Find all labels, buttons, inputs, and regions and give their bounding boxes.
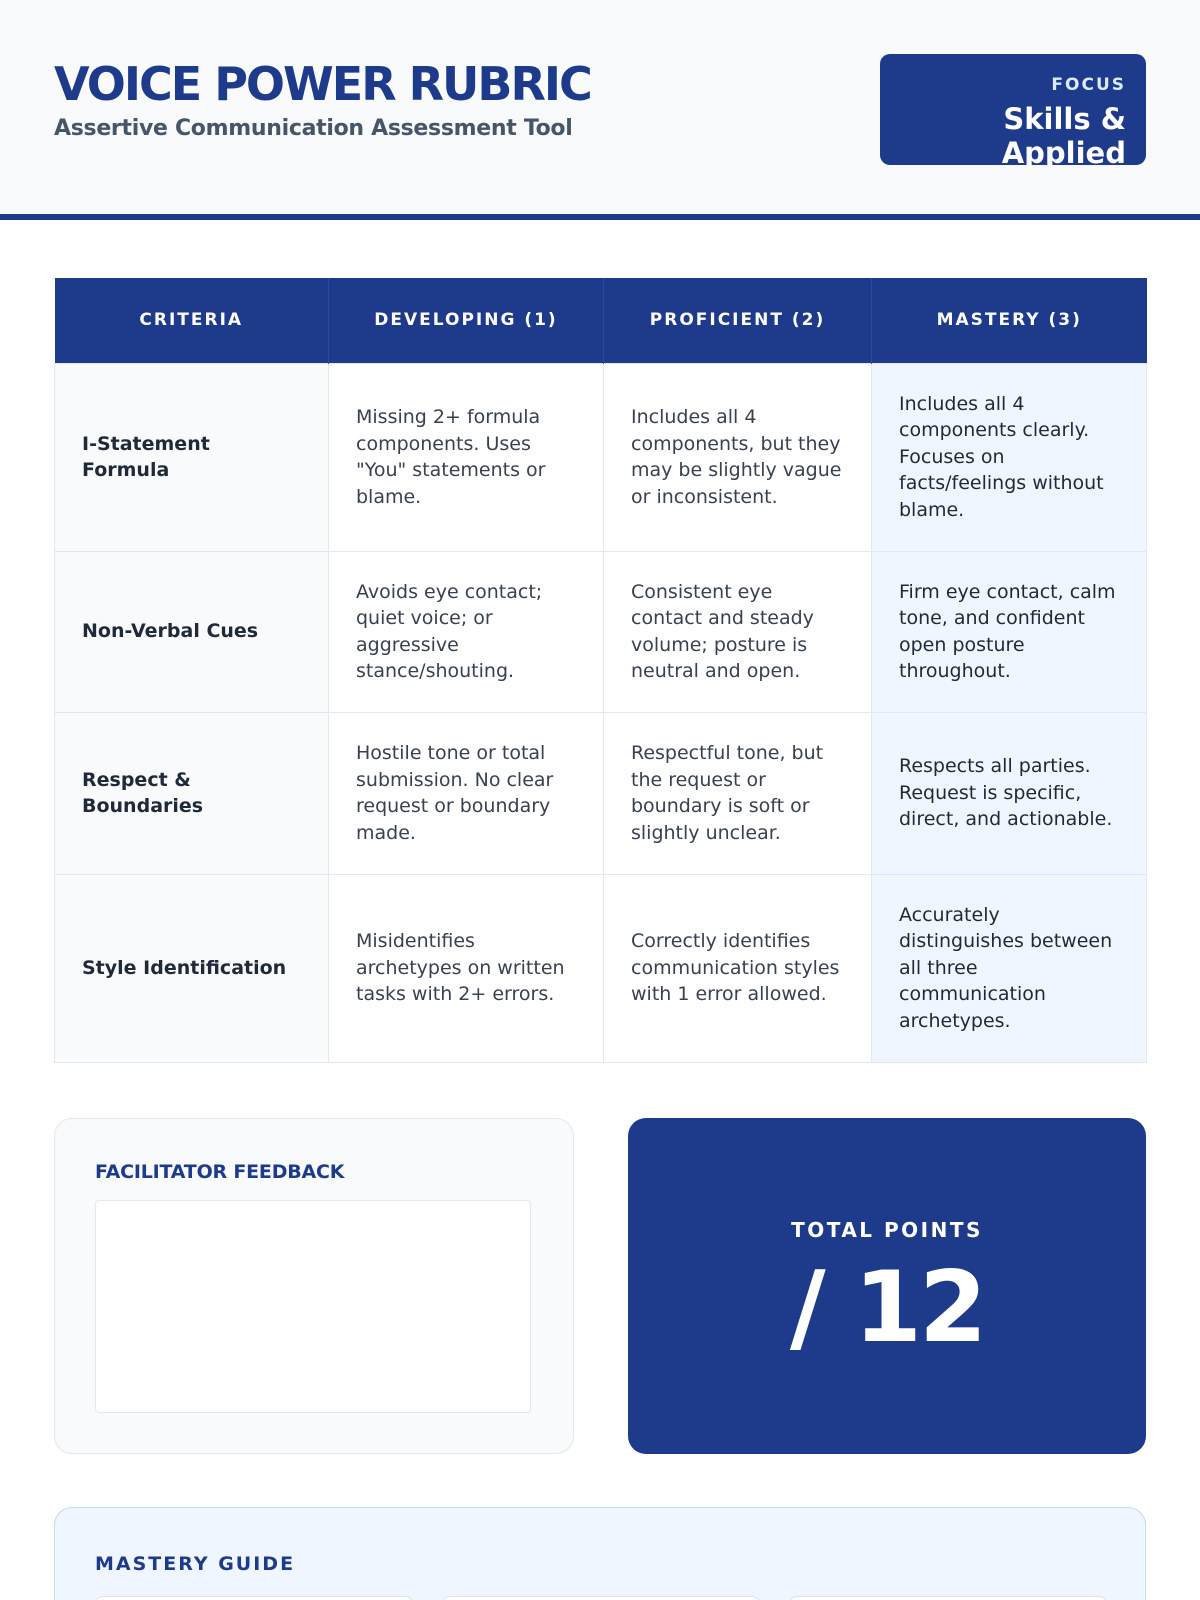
mastery-cell: Firm eye contact, calm tone, and confident open posture throughout.	[872, 551, 1147, 712]
column-header-proficient: PROFICIENT (2)	[604, 278, 872, 363]
table-row	[55, 712, 1147, 874]
facilitator-feedback-label: FACILITATOR FEEDBACK	[95, 1161, 345, 1183]
developing-cell: Missing 2+ formula components. Uses "You" statements or blame.	[329, 363, 604, 551]
total-points-value: / 12	[789, 1251, 985, 1365]
developing-cell: Misidentifies archetypes on written tasks with 2+ errors.	[329, 874, 604, 1062]
table-row	[55, 363, 1147, 551]
rubric-header-row	[55, 278, 1147, 363]
header	[0, 0, 1200, 220]
total-points-label: TOTAL POINTS	[791, 1218, 983, 1242]
focus-value: Skills & Applied	[1001, 102, 1126, 170]
focus-badge	[880, 54, 1146, 170]
proficient-cell: Respectful tone, but the request or boundary is soft or slightly unclear.	[604, 712, 872, 874]
criteria-cell: Respect & Boundaries	[55, 712, 329, 874]
total-points-panel	[628, 1118, 1146, 1454]
page-title: VOICE POWER RUBRIC	[54, 57, 591, 111]
developing-cell: Hostile tone or total submission. No clear request or boundary made.	[329, 712, 604, 874]
table-row	[55, 551, 1147, 712]
focus-label: FOCUS	[1051, 75, 1126, 95]
proficient-cell: Correctly identifies communication styles with 1 error allowed.	[604, 874, 872, 1062]
mastery-guide-panel	[54, 1507, 1146, 1600]
criteria-cell: Style Identification	[55, 874, 329, 1062]
criteria-cell: Non-Verbal Cues	[55, 551, 329, 712]
facilitator-feedback-input[interactable]	[95, 1200, 531, 1413]
column-header-developing: DEVELOPING (1)	[329, 278, 604, 363]
facilitator-feedback-panel	[54, 1118, 574, 1454]
mastery-guide-card	[442, 1596, 760, 1600]
criteria-cell: I-Statement Formula	[55, 363, 329, 551]
mastery-cell: Respects all parties. Request is specific, direct, and actionable.	[872, 712, 1147, 874]
mastery-guide-label: MASTERY GUIDE	[95, 1553, 296, 1575]
column-header-criteria: CRITERIA	[55, 278, 329, 363]
table-row	[55, 874, 1147, 1062]
page-subtitle: Assertive Communication Assessment Tool	[54, 116, 573, 141]
mastery-guide-card	[95, 1596, 413, 1600]
column-header-mastery: MASTERY (3)	[872, 278, 1147, 363]
rubric-table	[54, 278, 1147, 1063]
mastery-guide-card	[789, 1596, 1107, 1600]
proficient-cell: Consistent eye contact and steady volume; posture is neutral and open.	[604, 551, 872, 712]
mastery-cell: Includes all 4 components clearly. Focuses on facts/feelings without blame.	[872, 363, 1147, 551]
mastery-cell: Accurately distinguishes between all three communication archetypes.	[872, 874, 1147, 1062]
developing-cell: Avoids eye contact; quiet voice; or aggressive stance/shouting.	[329, 551, 604, 712]
proficient-cell: Includes all 4 components, but they may be slightly vague or inconsistent.	[604, 363, 872, 551]
